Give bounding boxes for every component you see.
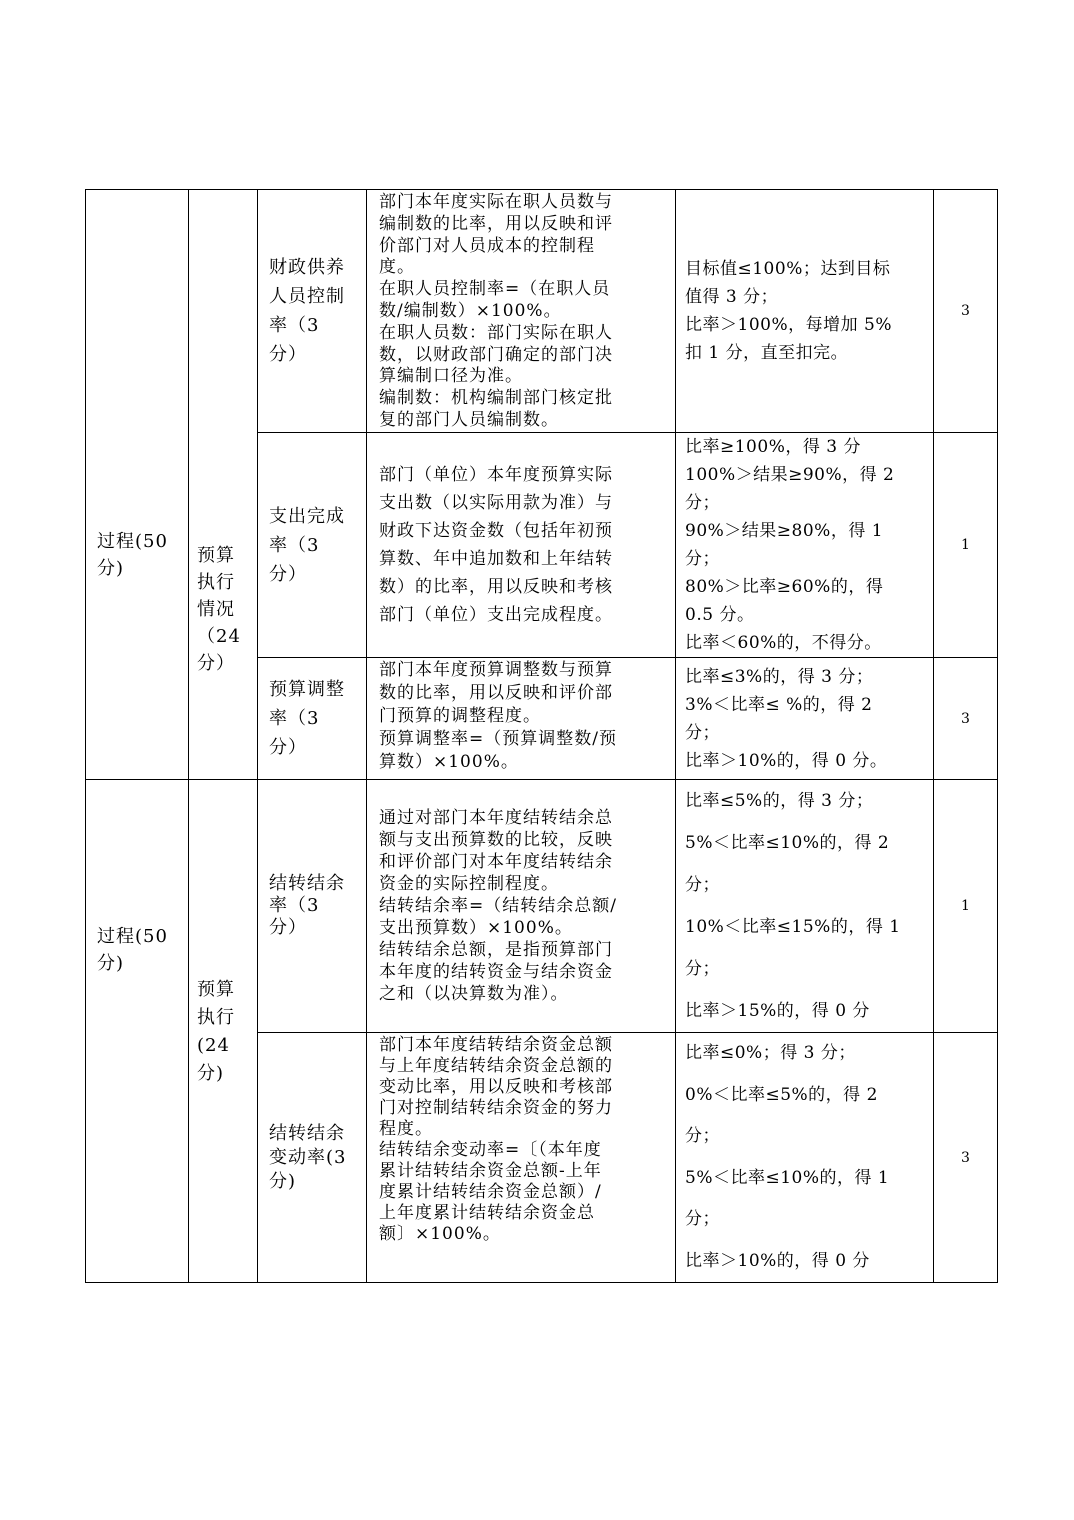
indicator-line: 变动率(3 bbox=[269, 1146, 347, 1168]
description-line: 度累计结转结余资金总额）/ bbox=[379, 1182, 602, 1202]
indicator-line: 分） bbox=[269, 563, 307, 585]
dimension-level2-line: 预算 bbox=[197, 545, 235, 566]
criteria-line: 目标值≤100%；达到目标 bbox=[685, 259, 891, 279]
description-line: 数/编制数）×100%。 bbox=[379, 300, 562, 321]
description-line: 结转结余总额，是指预算部门 bbox=[379, 940, 613, 960]
indicator-line: 率（3 bbox=[269, 315, 320, 336]
criteria-line: 分； bbox=[685, 722, 720, 743]
criteria-line: 扣 1 分，直至扣完。 bbox=[685, 343, 849, 363]
criteria-line: 分； bbox=[685, 549, 720, 569]
description-line: 上年度累计结转结余资金总 bbox=[379, 1203, 595, 1223]
indicator-line: 结转结余 bbox=[269, 873, 345, 894]
criteria-line: 5%＜比率≤10%的，得 1 bbox=[685, 1167, 890, 1188]
description-line: 之和（以决算数为准）。 bbox=[379, 984, 569, 1004]
score-value: 3 bbox=[961, 1149, 970, 1166]
description-cell bbox=[367, 433, 676, 658]
criteria-line: 80%＞比率≥60%的，得 bbox=[685, 577, 884, 597]
criteria-cell bbox=[676, 658, 934, 780]
dimension-level2-line: 情况 bbox=[197, 599, 235, 620]
criteria-line: 比率≤5%的，得 3 分； bbox=[685, 791, 874, 811]
dimension-level1-text: 过程(50分) bbox=[97, 926, 168, 974]
description-line: 通过对部门本年度结转结余总 bbox=[379, 808, 613, 828]
dimension-level2-line: 分） bbox=[197, 653, 235, 674]
indicator-line: 财政供养 bbox=[269, 257, 345, 278]
dimension-level2-line: 预算 bbox=[197, 979, 235, 1000]
dimension-level2-line: 执行 bbox=[197, 1007, 235, 1028]
description-line: 数的比率，用以反映和评价部 bbox=[379, 683, 613, 703]
score-value: 3 bbox=[961, 710, 970, 727]
criteria-line: 比率＞15%的，得 0 分 bbox=[685, 1001, 870, 1021]
description-line: 支出预算数）×100%。 bbox=[379, 918, 573, 938]
description-line: 算数、年中追加数和上年结转 bbox=[379, 549, 613, 569]
criteria-line: 值得 3 分； bbox=[685, 287, 779, 307]
description-line: 本年度的结转资金与结余资金 bbox=[379, 962, 613, 982]
description-line: 部门（单位）本年度预算实际 bbox=[379, 465, 613, 485]
description-line: 在职人员数：部门实际在职人 bbox=[379, 322, 613, 343]
description-line: 累计结转结余资金总额-上年 bbox=[379, 1161, 602, 1181]
description-line: 门预算的调整程度。 bbox=[379, 706, 541, 726]
criteria-line: 100%＞结果≥90%，得 2 bbox=[685, 465, 895, 485]
description-line: 资金的实际控制程度。 bbox=[379, 874, 559, 894]
description-line: 额与支出预算数的比较，反映 bbox=[379, 830, 613, 850]
criteria-line: 比率≥100%，得 3 分 bbox=[685, 437, 861, 457]
indicator-line: 人员控制 bbox=[269, 286, 345, 307]
dimension-level2-line: 分) bbox=[197, 1063, 225, 1084]
criteria-cell bbox=[676, 780, 934, 1033]
description-line: 门对控制结转结余资金的努力 bbox=[379, 1098, 613, 1118]
score-cell bbox=[934, 658, 998, 780]
indicator-line: 分） bbox=[269, 737, 307, 758]
description-line: 复的部门人员编制数。 bbox=[379, 409, 559, 430]
indicator-cell bbox=[258, 780, 367, 1033]
criteria-line: 分； bbox=[685, 493, 720, 513]
description-line: 与上年度结转结余资金总额的 bbox=[379, 1056, 613, 1076]
dimension-level2-cell bbox=[189, 190, 258, 780]
description-line: 编制数：机构编制部门核定批 bbox=[379, 388, 613, 409]
indicator-line: 支出完成 bbox=[269, 505, 345, 527]
criteria-cell bbox=[676, 190, 934, 433]
criteria-line: 10%＜比率≤15%的，得 1 bbox=[685, 917, 901, 937]
description-line: 编制数的比率，用以反映和评 bbox=[379, 213, 613, 234]
dimension-level2-cell bbox=[189, 780, 258, 1283]
indicator-line: 结转结余 bbox=[269, 1122, 345, 1144]
description-line: 度。 bbox=[379, 257, 415, 278]
description-line: 支出数（以实际用款为准）与 bbox=[379, 493, 613, 513]
description-line: 部门本年度实际在职人员数与 bbox=[379, 192, 613, 212]
criteria-line: 分； bbox=[685, 959, 720, 979]
criteria-line: 3%＜比率≤ %的，得 2 bbox=[685, 694, 873, 715]
description-line: 数，以财政部门确定的部门决 bbox=[379, 344, 613, 365]
description-line: 部门本年度预算调整数与预算 bbox=[379, 660, 613, 680]
description-cell bbox=[367, 780, 676, 1033]
description-line: 算编制口径为准。 bbox=[379, 366, 523, 387]
description-cell bbox=[367, 1033, 676, 1283]
description-line: 价部门对人员成本的控制程 bbox=[379, 235, 595, 256]
dimension-level1-cell bbox=[86, 190, 189, 780]
indicator-cell bbox=[258, 658, 367, 780]
evaluation-table bbox=[85, 189, 998, 1283]
indicator-line: 分) bbox=[269, 1170, 297, 1192]
description-line: 额〕×100%。 bbox=[379, 1224, 501, 1244]
description-line: 和评价部门对本年度结转结余 bbox=[379, 852, 613, 872]
description-cell bbox=[367, 190, 676, 433]
criteria-line: 0%＜比率≤5%的，得 2 bbox=[685, 1084, 878, 1105]
indicator-cell bbox=[258, 1033, 367, 1283]
criteria-line: 比率＞100%，每增加 5% bbox=[685, 315, 892, 335]
table-row bbox=[86, 780, 998, 1033]
dimension-level2-text bbox=[197, 542, 257, 677]
indicator-line: 分） bbox=[269, 917, 307, 938]
criteria-line: 比率≤3%的，得 3 分； bbox=[685, 666, 874, 687]
dimension-level2-line: （24 bbox=[197, 626, 241, 647]
score-cell bbox=[934, 780, 998, 1033]
dimension-level1-cell bbox=[86, 780, 189, 1283]
criteria-line: 比率＞10%的，得 0 分。 bbox=[685, 750, 888, 771]
dimension-level2-text bbox=[197, 976, 257, 1088]
dimension-level2-line: 执行 bbox=[197, 572, 235, 593]
description-cell bbox=[367, 658, 676, 780]
score-value: 1 bbox=[961, 537, 970, 553]
description-line: 程度。 bbox=[379, 1119, 433, 1139]
description-line: 算数）×100%。 bbox=[379, 752, 519, 772]
criteria-line: 分； bbox=[685, 1209, 720, 1229]
score-cell bbox=[934, 433, 998, 658]
dimension-level2-line: (24 bbox=[197, 1035, 230, 1056]
criteria-cell bbox=[676, 433, 934, 658]
indicator-line: 预算调整 bbox=[269, 679, 345, 700]
criteria-line: 5%＜比率≤10%的，得 2 bbox=[685, 833, 890, 853]
indicator-line: 率（3 bbox=[269, 534, 320, 556]
indicator-cell bbox=[258, 433, 367, 658]
description-line: 结转结余变动率=〔（本年度 bbox=[379, 1140, 602, 1160]
score-value: 1 bbox=[961, 898, 970, 914]
description-line: 结转结余率=（结转结余总额/ bbox=[379, 896, 617, 916]
criteria-line: 比率＞10%的，得 0 分 bbox=[685, 1250, 870, 1271]
indicator-cell bbox=[258, 190, 367, 433]
criteria-line: 比率≤0%；得 3 分； bbox=[685, 1043, 856, 1063]
criteria-line: 比率＜60%的，不得分。 bbox=[685, 633, 882, 653]
description-line: 预算调整率=（预算调整数/预 bbox=[379, 729, 617, 749]
criteria-line: 90%＞结果≥80%，得 1 bbox=[685, 521, 884, 541]
criteria-line: 0.5 分。 bbox=[685, 605, 755, 625]
score-value: 3 bbox=[961, 303, 970, 319]
table-row bbox=[86, 190, 998, 433]
description-line: 数）的比率，用以反映和考核 bbox=[379, 577, 613, 597]
description-line: 部门（单位）支出完成程度。 bbox=[379, 605, 613, 625]
description-line: 在职人员控制率=（在职人员 bbox=[379, 279, 611, 300]
description-line: 财政下达资金数（包括年初预 bbox=[379, 521, 613, 541]
indicator-line: 分） bbox=[269, 344, 307, 365]
criteria-line: 分； bbox=[685, 1126, 720, 1146]
description-line: 变动比率，用以反映和考核部 bbox=[379, 1077, 613, 1097]
dimension-level1-text: 过程(50分) bbox=[97, 530, 168, 579]
description-line: 部门本年度结转结余资金总额 bbox=[379, 1035, 613, 1055]
indicator-line: 率（3 bbox=[269, 708, 320, 729]
score-cell bbox=[934, 1033, 998, 1283]
indicator-line: 率（3 bbox=[269, 895, 320, 916]
criteria-cell bbox=[676, 1033, 934, 1283]
score-cell bbox=[934, 190, 998, 433]
criteria-line: 分； bbox=[685, 875, 720, 895]
